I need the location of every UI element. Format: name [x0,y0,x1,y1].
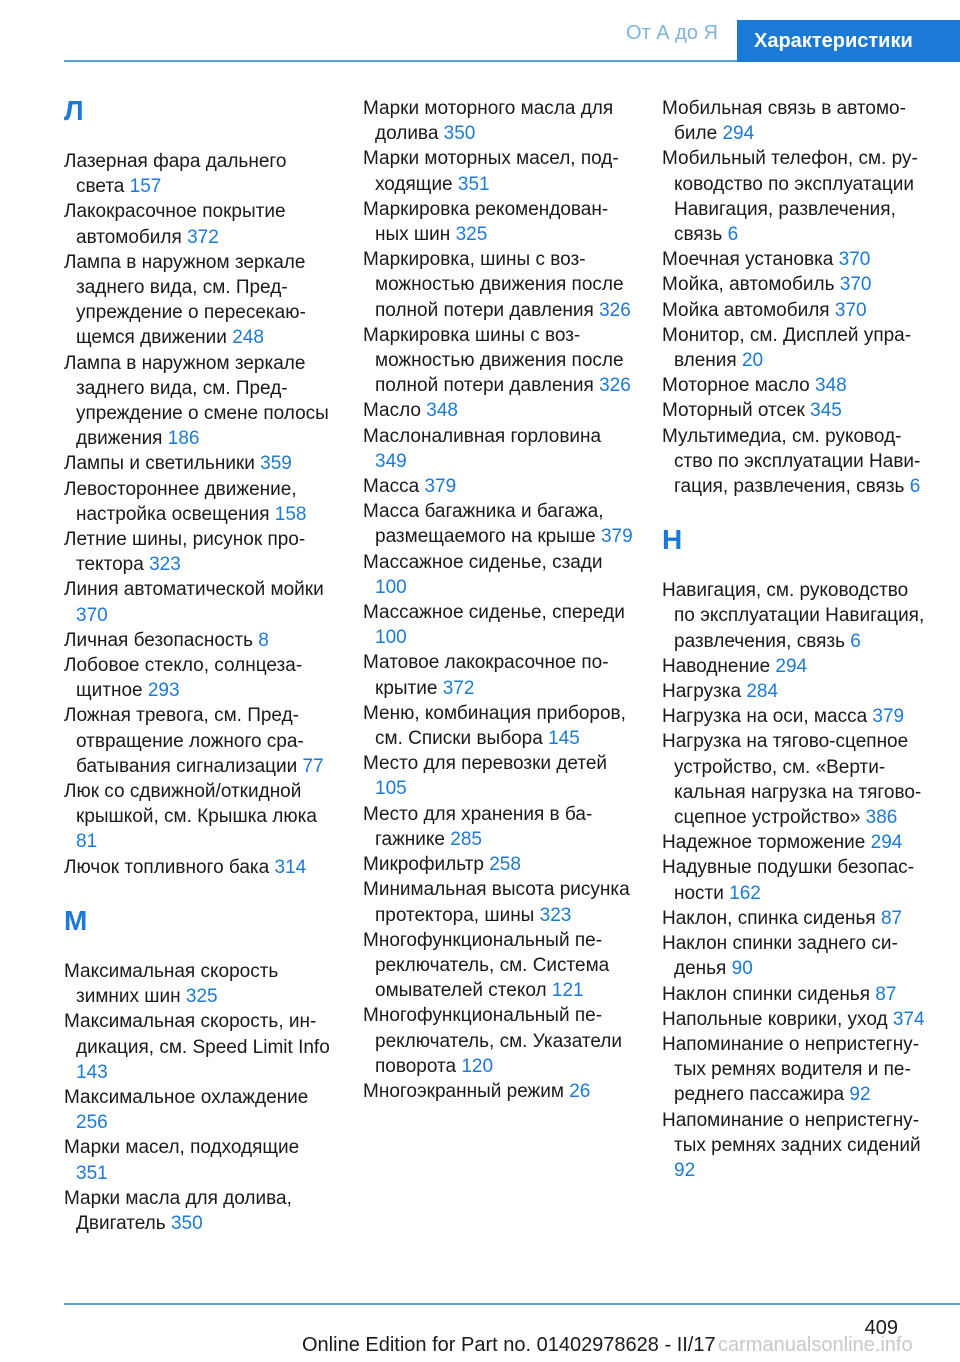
index-entry [662,1032,932,1108]
index-entry [363,96,633,146]
index-entry-text: Масса багажника и багажа, размещаемого на крыше [363,501,604,548]
page-reference-link[interactable]: 77 [302,755,324,777]
index-entry-text: Масло [363,400,427,422]
page-reference-link[interactable]: 386 [865,807,898,829]
page-reference-link[interactable]: 323 [539,904,572,926]
index-entry-text: Люк со сдвижной/откидной крышкой, см. Крышка люка [64,781,317,828]
index-entry-text: Монитор, см. Дисплей управления [662,324,912,372]
page-reference-link[interactable]: 87 [880,907,903,929]
index-entry [363,701,633,751]
index-entry [363,600,633,650]
index-column-3 [662,96,932,1183]
page-reference-link[interactable]: 81 [76,831,98,853]
index-entry [64,527,334,577]
page-reference-link[interactable]: 293 [147,680,180,702]
index-entry [662,272,932,297]
index-entry-text: Маркировка, шины с возможностью движения после полной потери давления [363,249,624,321]
index-entry-text: Максимальная скорость зимних шин [64,960,279,1008]
page-reference-link[interactable]: 100 [375,627,407,649]
page-reference-link[interactable]: 121 [551,980,584,1002]
edition-note: Online Edition for Part no. 01402978628 - II/17 [302,1334,716,1356]
index-entry [662,298,932,323]
index-entry [363,852,633,877]
page-reference-link[interactable]: 345 [810,400,842,422]
index-entry [662,146,932,247]
breadcrumb-specifications[interactable] [737,20,960,62]
index-entry-text: Напоминание о непристегнутых ремнях задних сидений [662,1109,921,1156]
index-entry-text: Маркировка рекомендованных шин [363,198,609,246]
index-entry-text: Лампа в наружном зеркале заднего вида, см. Предупреждение о смене полосы движения [64,352,329,450]
page-reference-link[interactable]: 157 [129,176,162,198]
index-entry-text: Надувные подушки безопасности [662,857,915,904]
index-entry [363,398,633,423]
index-entry [64,1085,334,1135]
page-reference-link[interactable]: 372 [442,677,475,699]
index-entry-text: Мойка автомобиля [662,299,835,321]
index-entry [662,323,932,373]
section-letter: Н [662,524,683,556]
index-entry [64,1135,334,1185]
page-reference-link[interactable]: 105 [375,778,407,800]
watermark: carmanualsonline.info [718,1334,913,1356]
page-reference-link[interactable]: 248 [232,327,264,349]
index-entry [363,877,633,927]
index-entry [363,650,633,700]
section-letter: Л [64,95,84,126]
index-entry [64,149,334,199]
index-entry-text: Марки моторного масла для долива [363,98,614,145]
index-entry [363,424,633,474]
index-entry-text: Наклон спинки сиденья [662,983,876,1005]
index-entry [64,577,334,627]
index-entry-text: Наводнение [662,655,776,677]
page-reference-link[interactable]: 372 [187,226,219,248]
page-reference-link[interactable]: 100 [375,576,407,598]
index-entry [662,982,932,1007]
index-entry-text: Маслоналивная горловина [363,425,602,447]
page-reference-link[interactable]: 350 [443,123,476,145]
index-entry-text: Мобильная связь в автомобиле [662,98,906,145]
page-reference-link[interactable]: 326 [599,299,631,321]
page-reference-link[interactable]: 370 [839,274,872,296]
index-entry-text: Мобильный телефон, см. руководство по эксплуатации Навигация, развлечения, связь [662,148,918,246]
index-entry [662,906,932,931]
index-entry [64,250,334,351]
index-entry [363,474,633,499]
index-entry-text: Микрофильтр [363,854,490,876]
index-entry-text: Нагрузка на тягово-сцепное устройство, см. «Вертикальная нагрузка на тягово-сцепное устройство» [662,731,922,829]
page-reference-link[interactable]: 314 [274,856,307,878]
index-entry [363,499,633,549]
index-entry-text: Марки моторных масел, подходящие [363,148,619,195]
index-entry-text: Марки масел, подходящие [64,1137,300,1159]
index-entry [64,477,334,527]
page-reference-link[interactable]: 370 [838,249,871,271]
index-entry-text: Максимальное охлаждение [64,1086,309,1108]
index-entry-text: Минимальная высота рисунка протектора, шины [363,879,630,926]
index-entry-text: Летние шины, рисунок протектора [64,529,306,576]
page-reference-link[interactable]: 379 [872,706,905,728]
index-entry-text: Надежное торможение [662,832,871,854]
page-reference-link[interactable]: 325 [455,224,488,246]
page-reference-link[interactable]: 323 [149,554,181,576]
page-reference-link[interactable]: 256 [76,1112,108,1134]
index-entry [64,628,334,653]
index-entry-text: Многофункциональный переключатель, см. Система омывателей стекол [363,929,610,1002]
index-entry-text: Масса [363,476,425,498]
page-reference-link[interactable]: 325 [185,986,218,1008]
page-reference-link[interactable]: 379 [600,526,633,548]
index-entry-text: Меню, комбинация приборов, см. Списки выбора [363,702,626,750]
index-entry-text: Мультимедиа, см. руководство по эксплуатации Навигация, развлечения, связь [662,425,921,498]
index-entry-text: Линия автоматической мойки [64,579,324,601]
index-entry [64,1186,334,1236]
page-reference-link[interactable]: 8 [258,629,269,651]
page-reference-link[interactable]: 379 [424,476,457,498]
page-reference-link[interactable]: 351 [457,173,490,195]
index-entry [363,146,633,196]
breadcrumb-a-to-z[interactable]: От А до Я [626,22,718,44]
index-entry [363,928,633,1004]
index-entry [662,398,932,423]
page-reference-link[interactable]: 162 [729,882,761,904]
page-reference-link[interactable]: 92 [849,1084,871,1106]
index-entry-text: Напольные коврики, уход [662,1008,893,1030]
page-reference-link[interactable]: 370 [834,299,867,321]
footer-rule [64,1303,960,1305]
index-entry-text: Личная безопасность [64,629,259,651]
index-entry-text: Левостороннее движение, настройка освещения [64,478,297,525]
index-entry [64,653,334,703]
page-reference-link[interactable]: 143 [76,1061,108,1083]
page-reference-link[interactable]: 370 [76,604,108,626]
page-reference-link[interactable]: 348 [426,400,458,422]
index-entry [64,1009,334,1085]
section-letter: М [64,904,88,936]
page-reference-link[interactable]: 158 [274,503,307,525]
index-entry-text: Лакокрасочное покрытие автомобиля [64,201,286,248]
index-entry [363,247,633,323]
index-entry [662,1108,932,1184]
index-entry [662,96,932,146]
index-entry-text: Нагрузка на оси, масса [662,706,873,728]
index-entry [363,1003,633,1079]
index-entry-text: Многоэкранный режим [363,1080,570,1102]
index-entry-text: Нагрузка [662,681,747,703]
index-entry-text: Маркировка шины с возможностью движения после полной потери давления [363,324,624,397]
index-column-2 [363,96,633,1104]
page-reference-link[interactable]: 120 [461,1055,494,1077]
page-reference-link[interactable]: 348 [815,375,847,397]
index-entry [662,578,932,654]
index-entry [363,751,633,801]
index-entry-text: Матовое лакокрасочное покрытие [363,652,609,699]
index-entry-text: Навигация, см. руководство по эксплуатации Навигация, развлечения, связь [662,580,925,652]
index-entry-text: Моторное масло [662,375,815,397]
index-entry-text: Лазерная фара дальнего света [64,151,287,198]
page-reference-link[interactable]: 186 [167,428,200,450]
index-entry [64,779,334,855]
index-entry [64,199,334,249]
index-entry [662,729,932,830]
index-entry-text: Марки масла для долива, Двигатель [64,1187,292,1234]
index-entry-text: Многофункциональный переключатель, см. Указатели поворота [363,1005,622,1077]
index-entry-text: Моторный отсек [662,400,811,422]
index-entry [662,855,932,905]
index-entry [64,451,334,476]
index-entry [363,550,633,600]
index-entry [64,855,334,880]
page-reference-link[interactable]: 294 [722,123,755,145]
breadcrumb-specifications-label: Характеристики [754,29,913,52]
page-reference-link[interactable]: 87 [875,983,897,1005]
index-entry-text: Напоминание о непристегнутых ремнях водителя и переднего пассажира [662,1033,920,1106]
index-entry [662,247,932,272]
index-entry [363,323,633,399]
page-reference-link[interactable]: 258 [489,854,521,876]
index-entry [363,802,633,852]
page-reference-link[interactable]: 20 [741,350,764,372]
page-reference-link[interactable]: 349 [375,450,407,472]
index-entry-text: Лампа в наружном зеркале заднего вида, см. Предупреждение о пересекающемся движении [64,251,306,349]
index-entry [662,424,932,500]
page-reference-link[interactable]: 26 [569,1080,591,1102]
index-entry-text: Лампы и светильники [64,453,261,475]
page-reference-link[interactable]: 351 [76,1162,108,1184]
index-entry [662,373,932,398]
index-entry-text: Место для перевозки детей [363,753,608,775]
index-entry [363,197,633,247]
page-reference-link[interactable]: 145 [548,728,580,750]
index-entry [662,679,932,704]
index-entry [64,351,334,452]
page-reference-link[interactable]: 90 [731,958,753,980]
index-entry [64,959,334,1009]
index-entry-text: Лючок топливного бака [64,856,275,878]
index-entry-text: Мойка, автомобиль [662,274,840,296]
index-entry-text: Моечная установка [662,249,839,271]
index-entry [662,931,932,981]
index-entry-text: Лобовое стекло, солнцезащитное [64,655,303,702]
index-entry-text: Массажное сиденье, сзади [363,551,603,573]
index-entry-text: Наклон, спинка сиденья [662,907,881,929]
index-entry [662,830,932,855]
page-reference-link[interactable]: 359 [260,453,292,475]
index-entry-text: Ложная тревога, см. Предотвращение ложного срабатывания сигнализации [64,705,304,777]
index-entry [662,704,932,729]
page-reference-link[interactable]: 284 [746,681,779,703]
index-entry [363,1079,633,1104]
page-reference-link[interactable]: 285 [450,828,482,850]
index-entry [662,1007,932,1032]
page-reference-link[interactable]: 326 [599,375,631,397]
page-reference-link[interactable]: 294 [775,655,808,677]
index-entry [662,654,932,679]
page-reference-link[interactable]: 92 [674,1159,696,1181]
page-reference-link[interactable]: 6 [909,476,921,498]
page-reference-link[interactable]: 294 [870,832,903,854]
index-entry [64,703,334,779]
page-reference-link[interactable]: 6 [850,630,861,652]
page-reference-link[interactable]: 374 [892,1008,925,1030]
index-entry-text: Максимальная скорость, индикация, см. Speed Limit Info [64,1011,330,1058]
page-reference-link[interactable]: 350 [170,1212,203,1234]
index-entry-text: Массажное сиденье, спереди [363,602,625,624]
index-entry-text: Наклон спинки заднего сиденья [662,933,898,980]
page-reference-link[interactable]: 6 [727,224,739,246]
page-number: 409 [864,1317,898,1339]
index-column-1 [64,96,334,1236]
index-entry-text: Место для хранения в багажнике [363,803,593,850]
